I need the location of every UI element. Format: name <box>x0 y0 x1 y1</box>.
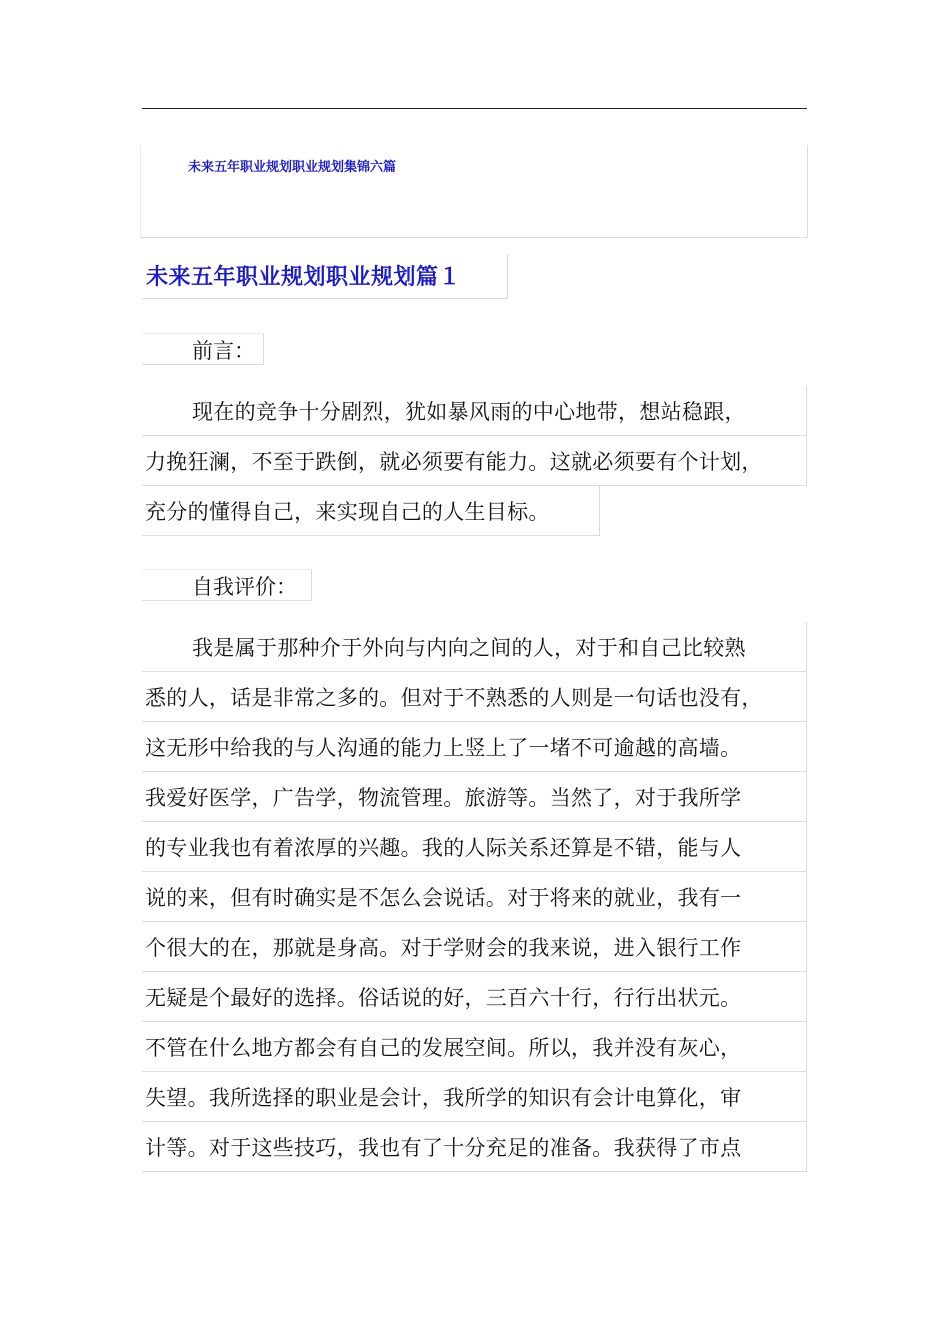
paragraph-line-text: 充分的懂得自己，来实现自己的人生目标。 <box>145 500 550 524</box>
paragraph-line <box>142 436 807 486</box>
paragraph-line <box>142 822 807 872</box>
paragraph-line <box>142 972 807 1022</box>
paragraph-line <box>142 772 807 822</box>
paragraph-line <box>142 1072 807 1122</box>
section-heading <box>142 254 508 299</box>
header-rule <box>142 108 807 109</box>
paragraph-line-text: 无疑是个最好的选择。俗话说的好，三百六十行，行行出状元。 <box>145 986 742 1010</box>
paragraph-line-text: 这无形中给我的与人沟通的能力上竖上了一堵不可逾越的高墙。 <box>145 736 742 760</box>
document-header-title: 未来五年职业规划职业规划集锦六篇 <box>188 160 397 175</box>
paragraph-line-text: 力挽狂澜，不至于跌倒，就必须要有能力。这就必须要有个计划， <box>145 450 763 474</box>
paragraph-line-text: 说的来，但有时确实是不怎么会说话。对于将来的就业，我有一 <box>145 886 742 910</box>
paragraph-line-text: 悉的人，话是非常之多的。但对于不熟悉的人则是一句话也没有， <box>145 686 763 710</box>
paragraph-line <box>142 1022 807 1072</box>
paragraph-line-text: 计等。对于这些技巧，我也有了十分充足的准备。我获得了市点 <box>145 1136 742 1160</box>
paragraph-line <box>142 922 807 972</box>
paragraph-line-text: 现在的竞争十分剧烈，犹如暴风雨的中心地带，想站稳跟， <box>192 400 746 424</box>
paragraph-line-text: 不管在什么地方都会有自己的发展空间。所以，我并没有灰心， <box>145 1036 742 1060</box>
self-eval-label: 自我评价： <box>192 575 297 599</box>
paragraph-line-text: 个很大的在，那就是身高。对于学财会的我来说，进入银行工作 <box>145 936 742 960</box>
paragraph-line <box>142 1122 807 1172</box>
paragraph-line-text: 失望。我所选择的职业是会计，我所学的知识有会计电算化，审 <box>145 1086 742 1110</box>
paragraph-line-text: 的专业我也有着浓厚的兴趣。我的人际关系还算是不错，能与人 <box>145 836 742 860</box>
preface-label: 前言： <box>192 339 255 363</box>
paragraph-line <box>142 672 807 722</box>
paragraph-line <box>142 722 807 772</box>
paragraph-line-text: 我爱好医学，广告学，物流管理。旅游等。当然了，对于我所学 <box>145 786 742 810</box>
paragraph-line <box>142 872 807 922</box>
preface-label-box <box>142 333 264 365</box>
section-heading-text: 未来五年职业规划职业规划篇１ <box>146 264 462 290</box>
paragraph-line <box>142 486 600 536</box>
paragraph-line <box>142 386 807 436</box>
self-eval-label-box <box>142 569 312 601</box>
paragraph-line <box>142 622 807 672</box>
paragraph-line-text: 我是属于那种介于外向与内向之间的人，对于和自己比较熟 <box>192 636 746 660</box>
